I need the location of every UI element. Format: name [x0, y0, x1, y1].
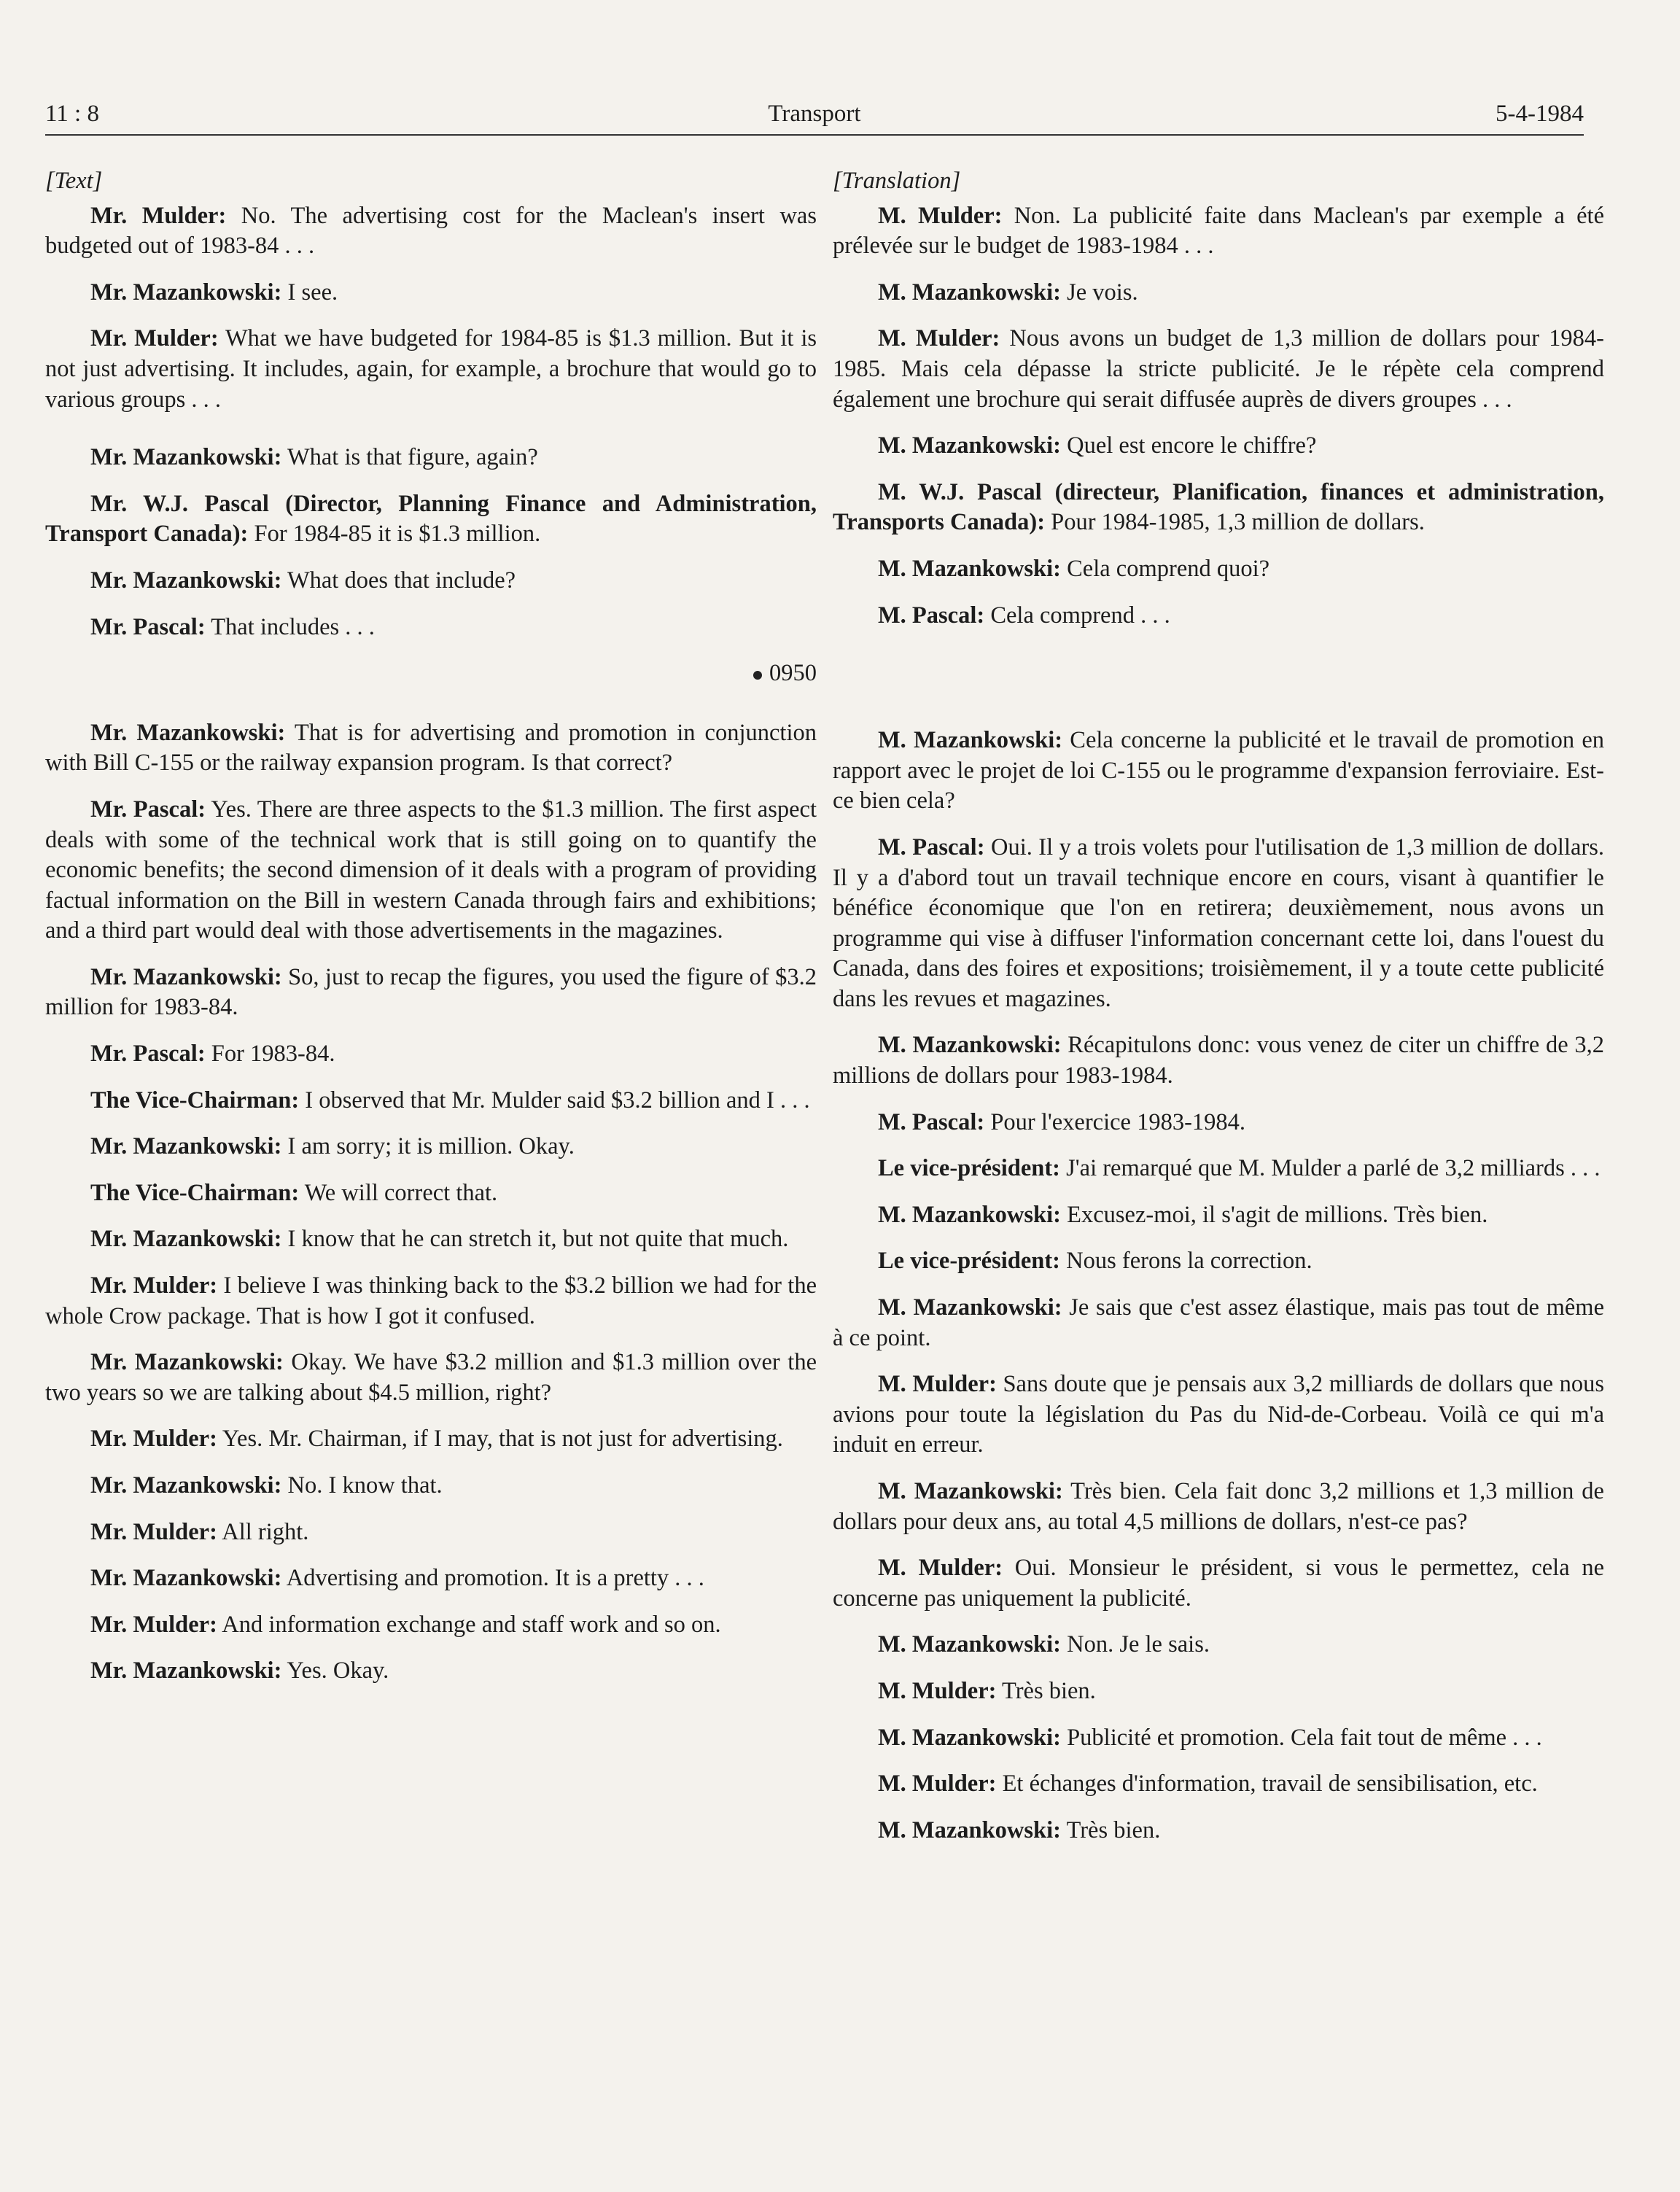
transcript-paragraph	[45, 613, 817, 643]
transcript-paragraph	[833, 601, 1604, 631]
speaker-name: Mr. Mulder:	[90, 1611, 217, 1638]
speech-text: Très bien.	[996, 1677, 1096, 1704]
transcript-paragraph	[45, 718, 817, 779]
speaker-name: Mr. Mazankowski:	[90, 279, 282, 306]
speech-text: That includes . . .	[205, 613, 375, 640]
speaker-name: M. Mazankowski:	[878, 727, 1063, 754]
speech-text: What does that include?	[281, 567, 516, 594]
speaker-name: The Vice-Chairman:	[90, 1179, 300, 1206]
transcript-paragraph	[833, 278, 1604, 308]
time-marker	[45, 658, 817, 689]
speaker-name: Mr. Pascal:	[90, 613, 206, 640]
speech-text: I know that he can stretch it, but not quite that much.	[281, 1226, 789, 1253]
speech-text: Cela comprend . . .	[984, 602, 1170, 629]
speaker-name: M. Mazankowski:	[878, 279, 1061, 306]
speaker-name: Le vice-président:	[878, 1248, 1061, 1275]
transcript-paragraph	[45, 201, 817, 262]
speech-text: So, just to recap the figures, you used the figure of $3.2 million for 1983-84.	[45, 963, 817, 1021]
transcript-paragraph	[45, 324, 817, 415]
speech-text: What is that figure, again?	[281, 444, 538, 471]
speaker-name: Mr. Mulder:	[90, 1426, 217, 1453]
transcript-paragraph	[45, 278, 817, 308]
transcript-paragraph	[833, 1200, 1604, 1231]
speaker-name: M. Mazankowski:	[878, 555, 1061, 582]
speech-text: No. I know that.	[281, 1472, 443, 1499]
transcript-paragraph	[45, 795, 817, 947]
speaker-name: M. Mulder:	[878, 325, 1000, 352]
speech-text: I observed that Mr. Mulder said $3.2 billion and I . . .	[299, 1087, 810, 1114]
transcript-paragraph	[833, 1816, 1604, 1846]
speech-text: Okay. We have $3.2 million and $1.3 million over the two years so we are talking about $4.5 million, right?	[45, 1349, 817, 1406]
transcript-paragraph	[45, 1471, 817, 1501]
speech-text: Récapitulons donc: vous venez de citer un chiffre de 3,2 millions de dollars pour 1983-1984.	[833, 1032, 1604, 1089]
speech-text: Très bien. Cela fait donc 3,2 millions et 1,3 million de dollars pour deux ans, au total 4,5 millions de dollars, n'est-ce pas?	[833, 1478, 1604, 1535]
speaker-name: Mr. Mazankowski:	[90, 1133, 282, 1160]
header-rule	[45, 134, 1584, 136]
speaker-name: M. Mazankowski:	[878, 1724, 1061, 1751]
speech-text: Yes. Okay.	[281, 1657, 389, 1684]
transcript-paragraph	[833, 1369, 1604, 1461]
speaker-name: M. Mazankowski:	[878, 432, 1061, 459]
speech-text: What we have budgeted for 1984-85 is $1.3 million. But it is not just advertising. It includes, again, for example, a brochure that would go to various groups . . .	[45, 325, 817, 413]
speech-text: Non. La publicité faite dans Maclean's par exemple a été prélevée sur le budget de 1983-1984 . . .	[833, 202, 1604, 260]
bullet-icon	[753, 671, 762, 680]
speaker-name: Mr. W.J. Pascal (Director, Planning Finance and Administration, Transport Canada):	[45, 490, 817, 548]
speaker-name: Mr. Mulder:	[90, 1272, 218, 1299]
transcript-paragraph	[833, 726, 1604, 817]
speech-text: J'ai remarqué que M. Mulder a parlé de 3,2 milliards . . .	[1060, 1155, 1601, 1182]
transcript-paragraph	[45, 1563, 817, 1594]
speaker-name: M. Mulder:	[878, 1771, 997, 1797]
column-label: [Translation]	[833, 168, 961, 194]
speech-text: Cela concerne la publicité et le travail de promotion en rapport avec le projet de loi C-155 ou le programme d'expansion ferroviaire. Est-ce bien cela?	[833, 727, 1604, 815]
speaker-name: The Vice-Chairman:	[90, 1087, 300, 1114]
speaker-name: Mr. Mazankowski:	[90, 1565, 282, 1592]
column-french	[833, 166, 1604, 1862]
speech-text: Non. Je le sais.	[1060, 1631, 1210, 1658]
speech-text: Quel est encore le chiffre?	[1060, 432, 1317, 459]
page-header	[45, 99, 1584, 128]
speaker-name: M. Mazankowski:	[878, 1631, 1061, 1658]
column-english	[45, 166, 817, 1703]
speech-text: I believe I was thinking back to the $3.2 billion we had for the whole Crow package. That is how I got it confused.	[45, 1272, 817, 1329]
speech-text: Oui. Monsieur le président, si vous le permettez, cela ne concerne pas uniquement la publicité.	[833, 1555, 1605, 1612]
transcript-paragraph	[45, 1039, 817, 1070]
speech-text: Nous avons un budget de 1,3 million de dollars pour 1984-1985. Mais cela dépasse la stricte publicité. Je le répète cela comprend également une brochure qui serait diffusée auprès de divers groupes . . .	[833, 325, 1604, 413]
speaker-name: Mr. Mazankowski:	[90, 1349, 284, 1376]
transcript-paragraph	[833, 1630, 1604, 1660]
transcript-paragraph	[45, 489, 817, 550]
speaker-name: M. Mazankowski:	[878, 1816, 1061, 1843]
transcript-paragraph	[833, 1723, 1604, 1754]
speech-text: All right.	[217, 1518, 309, 1545]
speaker-name: Mr. Mazankowski:	[90, 444, 282, 471]
speech-text: Publicité et promotion. Cela fait tout de même . . .	[1060, 1724, 1542, 1751]
speech-text: Je sais que c'est assez élastique, mais pas tout de même à ce point.	[833, 1294, 1604, 1351]
speaker-name: Le vice-président:	[878, 1155, 1061, 1182]
transcript-paragraph	[833, 1030, 1604, 1091]
speech-text: Pour 1984-1985, 1,3 million de dollars.	[1045, 509, 1425, 536]
transcript-paragraph	[833, 1154, 1604, 1184]
transcript-paragraph	[45, 566, 817, 596]
page-title: Transport	[768, 101, 861, 127]
speech-text: Cela comprend quoi?	[1060, 555, 1270, 582]
speaker-name: Mr. Pascal:	[90, 1041, 206, 1068]
paragraph-list	[833, 201, 1604, 1846]
speaker-name: Mr. Pascal:	[90, 796, 206, 823]
speech-text: I see.	[281, 279, 338, 306]
speaker-name: M. Pascal:	[878, 1108, 985, 1135]
speech-text: That is for advertising and promotion in conjunction with Bill C-155 or the railway expansion program. Is that correct?	[45, 719, 817, 777]
transcript-paragraph	[45, 1610, 817, 1641]
speaker-name: Mr. Mulder:	[90, 202, 227, 229]
speaker-name: M. Mazankowski:	[878, 1294, 1062, 1321]
time-marker-text: 0950	[769, 660, 817, 687]
transcript-paragraph	[45, 1271, 817, 1332]
speech-text: No. The advertising cost for the Maclean's insert was budgeted out of 1983-84 . . .	[45, 202, 817, 260]
transcript-paragraph	[833, 478, 1604, 538]
speech-text: For 1984-85 it is $1.3 million.	[248, 521, 541, 548]
speech-text: Je vois.	[1060, 279, 1138, 306]
speaker-name: Mr. Mazankowski:	[90, 1226, 282, 1253]
transcript-paragraph	[833, 1293, 1604, 1353]
transcript-paragraph	[833, 1477, 1604, 1537]
transcript-paragraph	[45, 1656, 817, 1687]
speech-text: Très bien.	[1060, 1816, 1161, 1843]
speech-text: Sans doute que je pensais aux 3,2 milliards de dollars que nous avions pour toute la législation du Pas du Nid-de-Corbeau. Voilà ce qui m'a induit en erreur.	[833, 1371, 1605, 1458]
transcript-paragraph	[833, 833, 1604, 1015]
transcript-paragraph	[833, 554, 1604, 585]
page-number: 11 : 8	[45, 101, 99, 127]
speaker-name: M. Mulder:	[878, 1371, 997, 1398]
transcript-paragraph	[833, 1676, 1604, 1707]
transcript-paragraph	[45, 1348, 817, 1408]
speech-text: I am sorry; it is million. Okay.	[281, 1133, 575, 1160]
speaker-name: Mr. Mazankowski:	[90, 1472, 282, 1499]
transcript-paragraph	[833, 1108, 1604, 1138]
speech-text: Pour l'exercice 1983-1984.	[984, 1108, 1246, 1135]
speaker-name: M. Mazankowski:	[878, 1201, 1061, 1228]
transcript-paragraph	[45, 443, 817, 473]
speaker-name: M. Pascal:	[878, 602, 985, 629]
speaker-name: M. Mazankowski:	[878, 1032, 1062, 1059]
speaker-name: Mr. Mulder:	[90, 1518, 217, 1545]
speech-text: Yes. There are three aspects to the $1.3 million. The first aspect deals with some of the technical work that is still going on to quantify the economic benefits; the second dimension of it deals with a program of providing factual information on the Bill in western Canada through fairs and exhibitions; and a third part would deal with those advertisements in the magazines.	[45, 796, 817, 944]
transcript-paragraph	[45, 1132, 817, 1162]
speaker-name: Mr. Mazankowski:	[90, 719, 286, 746]
speaker-name: Mr. Mazankowski:	[90, 963, 282, 990]
column-label: [Text]	[45, 168, 103, 194]
speaker-name: Mr. Mazankowski:	[90, 1657, 282, 1684]
speech-text: Nous ferons la correction.	[1060, 1248, 1312, 1275]
transcript-paragraph	[833, 201, 1604, 262]
transcript-paragraph	[833, 1246, 1604, 1277]
paragraph-list	[45, 201, 817, 1687]
transcript-paragraph	[45, 1424, 817, 1455]
speech-text: Excusez-moi, il s'agit de millions. Très bien.	[1060, 1201, 1488, 1228]
speech-text: And information exchange and staff work and so on.	[217, 1611, 721, 1638]
transcript-paragraph	[45, 1086, 817, 1116]
speaker-name: M. Mulder:	[878, 1555, 1003, 1582]
speech-text: For 1983-84.	[205, 1041, 335, 1068]
transcript-paragraph	[833, 1553, 1604, 1614]
transcript-paragraph	[833, 431, 1604, 462]
speech-text: Yes. Mr. Chairman, if I may, that is not just for advertising.	[217, 1426, 783, 1453]
page-date: 5-4-1984	[1496, 101, 1584, 127]
speech-text: Oui. Il y a trois volets pour l'utilisation de 1,3 million de dollars. Il y a d'abord tout un travail technique encore en cours, visant à quantifier le bénéfice économique que l'on en retirera; deuxièmement, nous avons un programme qui vise à diffuser l'information concernant cette loi, dans l'ouest du Canada, dans des foires et expositions; troisièmement, il y a toute cette publicité dans les revues et magazines.	[833, 833, 1605, 1012]
speaker-name: M. Mulder:	[878, 202, 1003, 229]
speaker-name: M. Pascal:	[878, 833, 985, 860]
transcript-paragraph	[45, 963, 817, 1023]
speech-text: We will correct that.	[299, 1179, 498, 1206]
speaker-name: M. W.J. Pascal (directeur, Planification, finances et administration, Transports Canada):	[833, 478, 1604, 536]
speaker-name: M. Mazankowski:	[878, 1478, 1063, 1504]
speaker-name: M. Mulder:	[878, 1677, 997, 1704]
speaker-name: Mr. Mazankowski:	[90, 567, 282, 594]
transcript-paragraph	[45, 1517, 817, 1548]
speech-text: Advertising and promotion. It is a pretty . . .	[281, 1565, 704, 1592]
transcript-paragraph	[833, 1769, 1604, 1800]
speech-text: Et échanges d'information, travail de sensibilisation, etc.	[996, 1771, 1538, 1797]
speaker-name: Mr. Mulder:	[90, 325, 219, 352]
transcript-paragraph	[833, 324, 1604, 415]
transcript-paragraph	[45, 1178, 817, 1209]
transcript-paragraph	[45, 1224, 817, 1255]
